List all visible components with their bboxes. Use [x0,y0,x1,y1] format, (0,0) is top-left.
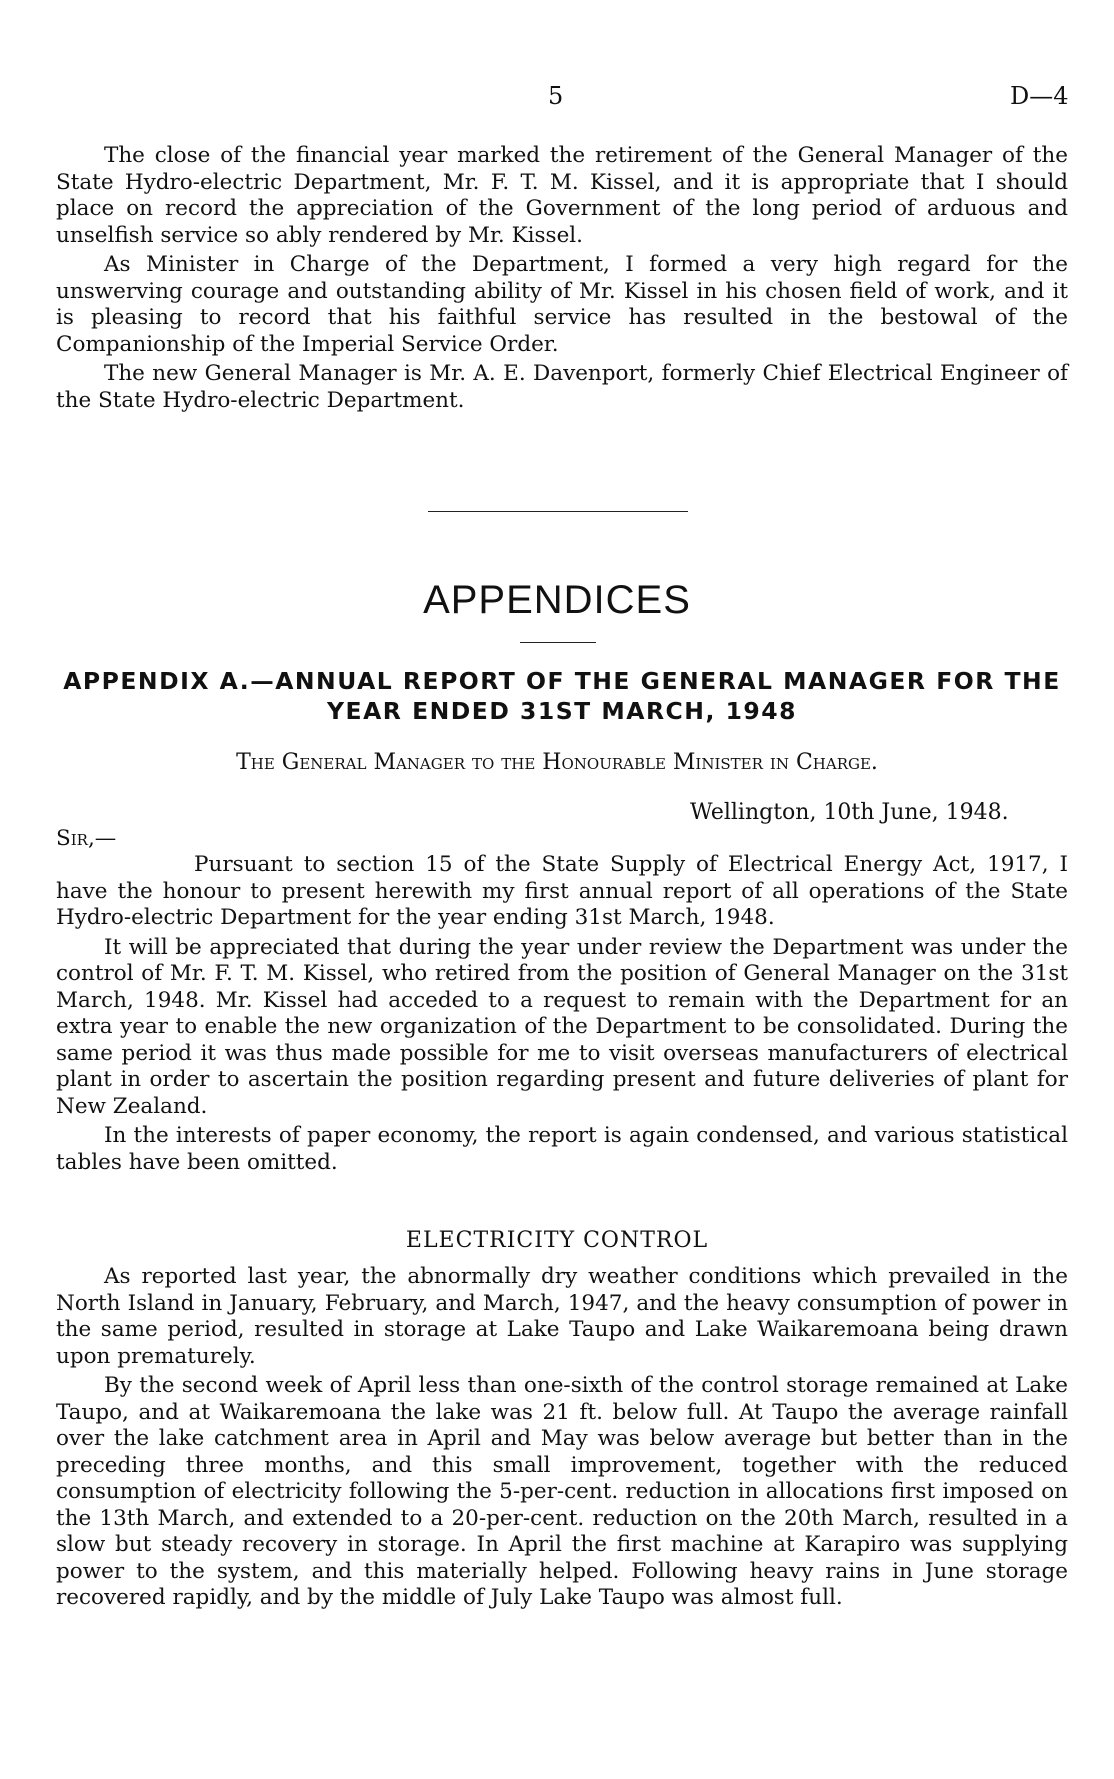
appendix-title-line: YEAR ENDED 31ST MARCH, 1948 [327,697,797,725]
salutation: Sir,— [56,826,117,851]
section-paragraph: As reported last year, the abnormally dry weather conditions which prevailed in the North Island in January, February, and March, 1947, and the heavy consumption of power in the same period, resulted in storage at Lake Taupo and Lake Waikaremoana being drawn upon prematurely. [56,1264,1068,1369]
section-heading: ELECTRICITY CONTROL [405,1228,709,1253]
intro-section [56,143,1068,417]
appendices-heading: APPENDICES [423,578,691,622]
address-line: The General Manager to the Honourable Minister in Charge. [236,750,878,775]
section-divider [428,511,688,512]
report-paragraph: In the interests of paper economy, the report is again condensed, and various statistical tables have been omitted. [56,1123,1068,1175]
intro-paragraph: As Minister in Charge of the Department, I formed a very high regard for the unswerving courage and outstanding ability of Mr. Kissel in his chosen field of work, and it is pleasing to record that his faithful service has resulted in the bestowal of the Companionship of the Imperial Service Order. [56,252,1068,357]
appendix-a-title [56,666,1068,726]
report-paragraph: Pursuant to section 15 of the State Supply of Electrical Energy Act, 1917, I have the honour to present herewith my first annual report of all operations of the State Hydro-electric Department for the year ending 31st March, 1948. [56,852,1068,930]
section-paragraph: By the second week of April less than one-sixth of the control storage remained at Lake Taupo, and at Waikaremoana the lake was 21 ft. below full. At Taupo the average rainfall over the lake catchment area in April and May was below average but better than in the preceding three months, and this small improvement, together with the reduced consumption of electricity following the 5-per-cent. reduction in allocations first imposed on the 13th March, and extended to a 20-per-cent. reduction on the 20th March, resulted in a slow but steady recovery in storage. In April the first machine at Karapiro was supplying power to the system, and this materially helped. Following heavy rains in June storage recovered rapidly, and by the middle of July Lake Taupo was almost full. [56,1373,1068,1610]
page-header [0,82,1114,112]
report-body [56,852,1068,1179]
intro-paragraph: The new General Manager is Mr. A. E. Davenport, formerly Chief Electrical Engineer of the State Hydro-electric Department. [56,361,1068,413]
page-number: 5 [548,82,564,110]
report-paragraph: It will be appreciated that during the year under review the Department was under the control of Mr. F. T. M. Kissel, who retired from the position of General Manager on the 31st March, 1948. Mr. Kissel had acceded to a request to remain with the Department for an extra year to enable the new organization of the Department to be consolidated. During the same period it was thus made possible for me to visit overseas manufacturers of electrical plant in order to ascertain the position regarding present and future deliveries of plant for New Zealand. [56,934,1068,1119]
document-reference: D—4 [1010,82,1069,110]
appendix-title-line: APPENDIX A.—ANNUAL REPORT OF THE GENERAL MANAGER FOR THE [63,667,1061,695]
electricity-control-body [56,1264,1068,1615]
heading-underline [520,642,596,643]
dateline: Wellington, 10th June, 1948. [690,800,1009,825]
intro-paragraph: The close of the financial year marked the retirement of the General Manager of the State Hydro-electric Department, Mr. F. T. M. Kissel, and it is appropriate that I should place on record the appreciation of the Government of the long period of arduous and unselfish service so ably rendered by Mr. Kissel. [56,143,1068,248]
